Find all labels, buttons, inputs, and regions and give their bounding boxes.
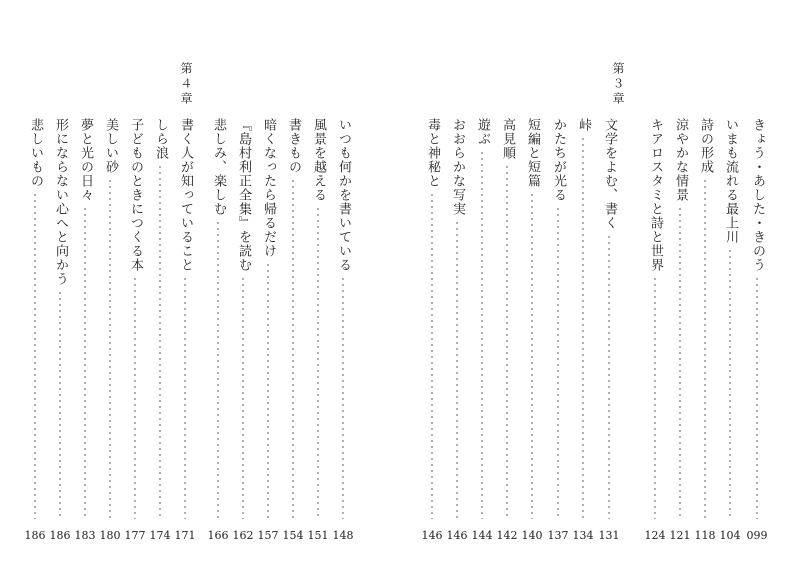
toc-entry xyxy=(207,118,229,543)
toc-entry xyxy=(332,118,354,543)
toc-entry-title: 悲しいもの xyxy=(28,118,43,188)
toc-entry-title: キアロスタミと詩と世界 xyxy=(648,118,663,272)
toc-entry xyxy=(521,118,543,543)
toc-entry xyxy=(446,118,468,543)
toc-entry-title: 詩の形成 xyxy=(698,118,713,174)
toc-entry-title: 峠 xyxy=(576,118,591,132)
toc-entry xyxy=(74,118,96,543)
chapter-4-heading: 第４章 xyxy=(179,62,193,107)
toc-entry-title: 暗くなったら帰るだけ xyxy=(261,118,276,258)
toc-entry-title: きょう・あした・きのう xyxy=(750,118,765,272)
toc-entry-page-number: 131 xyxy=(598,529,620,542)
toc-entry xyxy=(232,118,254,543)
dot-leader xyxy=(531,192,533,519)
toc-entry-title: 夢と光の日々 xyxy=(78,118,93,202)
toc-entry-page-number: 124 xyxy=(644,529,666,542)
dot-leader xyxy=(756,276,758,519)
toc-entry xyxy=(174,118,196,543)
dot-leader xyxy=(267,262,269,519)
toc-entry xyxy=(694,118,716,543)
dot-leader xyxy=(134,276,136,519)
toc-entry-page-number: 171 xyxy=(174,529,196,542)
toc-entry-title: 美しい砂 xyxy=(103,118,118,174)
toc-entry xyxy=(99,118,121,543)
toc-entry-title: おおらかな写実 xyxy=(450,118,465,216)
toc-entry xyxy=(24,118,46,543)
toc-entry-page-number: 121 xyxy=(669,529,691,542)
toc-entry-page-number: 104 xyxy=(719,529,741,542)
toc-entry-title: 形にならない心へと向かう xyxy=(53,118,68,286)
toc-entry xyxy=(644,118,666,543)
toc-entry xyxy=(149,118,171,543)
toc-entry-title: 書きもの xyxy=(286,118,301,174)
dot-leader xyxy=(654,276,656,519)
toc-entry-title: 書く人が知っていること xyxy=(178,118,193,272)
dot-leader xyxy=(704,178,706,519)
toc-entry xyxy=(49,118,71,543)
toc-entry-page-number: 151 xyxy=(307,529,329,542)
dot-leader xyxy=(481,150,483,519)
toc-entry-page-number: 166 xyxy=(207,529,229,542)
dot-leader xyxy=(582,136,584,519)
toc-entry-title: かたちが光る xyxy=(551,118,566,202)
dot-leader xyxy=(729,248,731,519)
toc-entry-title: 高見順 xyxy=(500,118,515,160)
dot-leader xyxy=(431,192,433,519)
toc-entry-title: いまも流れる最上川 xyxy=(723,118,738,244)
toc-entry-title: 涼やかな情景 xyxy=(673,118,688,202)
toc-entry-page-number: 134 xyxy=(572,529,594,542)
toc-entry xyxy=(257,118,279,543)
toc-entry xyxy=(282,118,304,543)
toc-entry xyxy=(307,118,329,543)
toc-entry-page-number: 146 xyxy=(421,529,443,542)
toc-entry-page-number: 146 xyxy=(446,529,468,542)
toc-entry-page-number: 162 xyxy=(232,529,254,542)
toc-entry-title: 遊ぶ xyxy=(475,118,490,146)
toc-entry-page-number: 118 xyxy=(694,529,716,542)
toc-entry-page-number: 186 xyxy=(24,529,46,542)
toc-entry xyxy=(124,118,146,543)
toc-entry xyxy=(572,118,594,543)
chapter-3-heading: 第３章 xyxy=(611,62,625,107)
toc-entry-title: 短編と短篇 xyxy=(525,118,540,188)
toc-entry xyxy=(719,118,741,543)
toc-entry-page-number: 137 xyxy=(547,529,569,542)
dot-leader xyxy=(34,192,36,519)
toc-entry-page-number: 157 xyxy=(257,529,279,542)
dot-leader xyxy=(342,276,344,519)
dot-leader xyxy=(506,164,508,519)
dot-leader xyxy=(217,220,219,519)
toc-entry xyxy=(496,118,518,543)
toc-entry-title: 文学をよむ、書く xyxy=(602,118,617,230)
toc-entry-page-number: 183 xyxy=(74,529,96,542)
dot-leader xyxy=(608,234,610,519)
toc-entry xyxy=(471,118,493,543)
toc-entry-title: 毒と神秘と xyxy=(425,118,440,188)
toc-entry xyxy=(547,118,569,543)
dot-leader xyxy=(679,206,681,519)
toc-entry-page-number: 144 xyxy=(471,529,493,542)
dot-leader xyxy=(159,164,161,519)
toc-entry-page-number: 174 xyxy=(149,529,171,542)
toc-entry-title: 風景を越える xyxy=(311,118,326,202)
toc-entry xyxy=(598,118,620,543)
toc-entry-title: いつも何かを書いている xyxy=(336,118,351,272)
toc-entry xyxy=(669,118,691,543)
toc-entry-page-number: 142 xyxy=(496,529,518,542)
toc-entry-page-number: 177 xyxy=(124,529,146,542)
toc-entry-page-number: 154 xyxy=(282,529,304,542)
toc-entry-page-number: 148 xyxy=(332,529,354,542)
dot-leader xyxy=(557,206,559,519)
toc-entry xyxy=(746,118,768,543)
dot-leader xyxy=(292,178,294,519)
dot-leader xyxy=(242,276,244,519)
dot-leader xyxy=(109,178,111,519)
dot-leader xyxy=(84,206,86,519)
toc-entry-title: 子どものときにつくる本 xyxy=(128,118,143,272)
dot-leader xyxy=(59,290,61,519)
toc-entry-page-number: 186 xyxy=(49,529,71,542)
toc-entry-page-number: 140 xyxy=(521,529,543,542)
toc-entry xyxy=(421,118,443,543)
dot-leader xyxy=(184,276,186,519)
toc-entry-title: 『島村利正全集』を読む xyxy=(236,118,251,272)
dot-leader xyxy=(456,220,458,519)
toc-entry-page-number: 099 xyxy=(746,529,768,542)
dot-leader xyxy=(317,206,319,519)
toc-entry-page-number: 180 xyxy=(99,529,121,542)
toc-entry-title: しら浪 xyxy=(153,118,168,160)
toc-entry-title: 悲しみ、楽しむ xyxy=(211,118,226,216)
